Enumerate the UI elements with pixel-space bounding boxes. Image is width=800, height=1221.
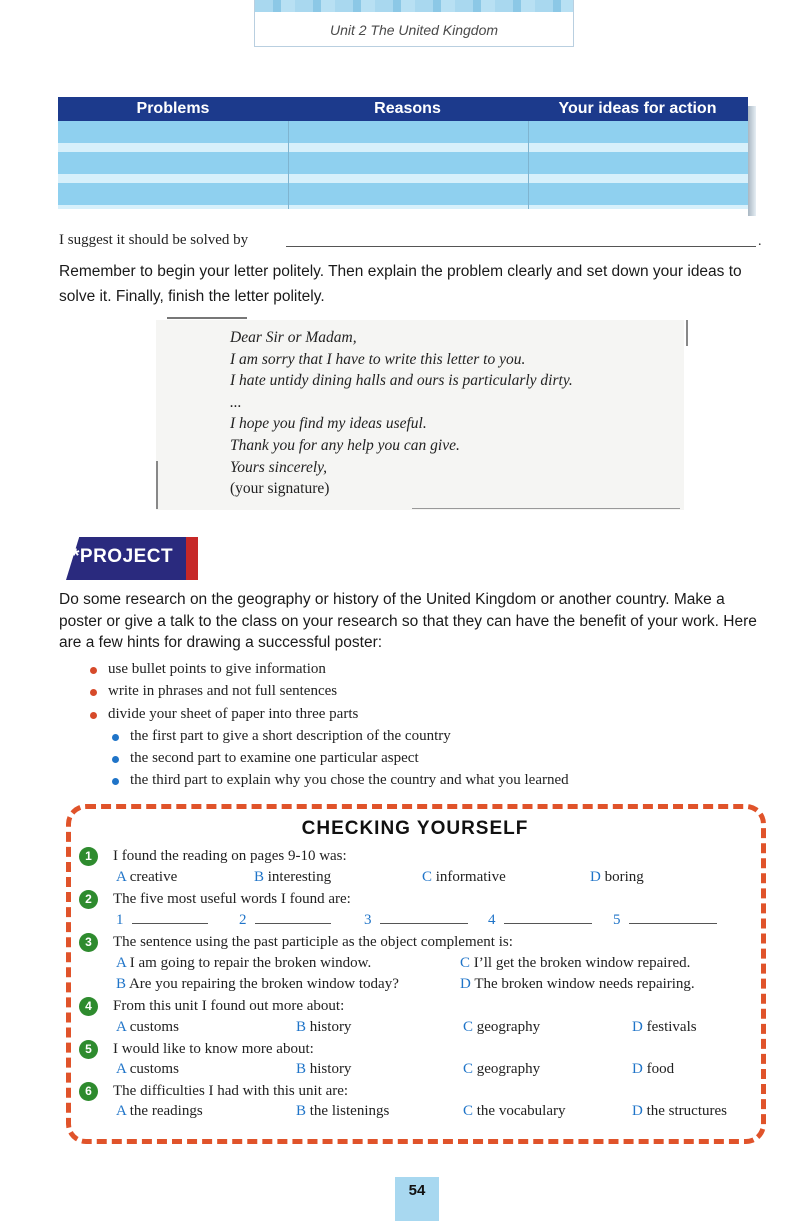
hint-item: divide your sheet of paper into three parts <box>108 706 358 723</box>
letter-frame-line <box>686 320 688 346</box>
number-badge-icon: 5 <box>79 1040 98 1059</box>
sub-hint-item: the second part to examine one particular aspect <box>130 750 419 767</box>
option-1a[interactable]: A creative <box>116 869 178 885</box>
option-6b[interactable]: B the listenings <box>296 1103 390 1119</box>
letter-frame-line <box>412 508 680 509</box>
word-blank-3[interactable]: 3 <box>364 912 468 929</box>
column-reasons: Reasons <box>374 100 441 117</box>
number-badge-icon: 4 <box>79 997 98 1016</box>
column-ideas: Your ideas for action <box>558 100 717 117</box>
option-5d[interactable]: D food <box>632 1061 675 1077</box>
problems-cell[interactable] <box>58 121 289 209</box>
word-blank-4[interactable]: 4 <box>488 912 592 929</box>
question-2: 2 The five most useful words I found are: <box>79 890 351 909</box>
letter-line: I hope you find my ideas useful. <box>230 415 427 433</box>
option-3d[interactable]: D The broken window needs repairing. <box>460 976 695 992</box>
letter-frame-line <box>167 317 247 319</box>
number-badge-icon: 3 <box>79 933 98 952</box>
question-1: 1 I found the reading on pages 9-10 was: <box>79 847 347 866</box>
project-banner <box>58 537 198 580</box>
ideas-cell[interactable] <box>529 121 748 209</box>
sub-hint-item: the third part to explain why you chose the country and what you learned <box>130 772 569 789</box>
option-6c[interactable]: C the vocabulary <box>463 1103 566 1119</box>
option-4a[interactable]: A customs <box>116 1019 179 1035</box>
option-5a[interactable]: A customs <box>116 1061 179 1077</box>
hint-item: use bullet points to give information <box>108 661 326 678</box>
option-6a[interactable]: A the readings <box>116 1103 203 1119</box>
bullet-icon <box>90 712 97 719</box>
hint-item: write in phrases and not full sentences <box>108 683 337 700</box>
column-problems: Problems <box>136 100 210 117</box>
table-header <box>58 97 748 121</box>
letter-line: Dear Sir or Madam, <box>230 329 357 346</box>
option-1b[interactable]: B interesting <box>254 869 332 885</box>
letter-text <box>230 327 573 500</box>
suggest-label: I suggest it should be solved by <box>59 232 249 248</box>
project-banner-accent <box>186 537 198 580</box>
option-6d[interactable]: D the structures <box>632 1103 727 1119</box>
problems-table <box>58 97 748 209</box>
option-5b[interactable]: B history <box>296 1061 352 1077</box>
option-3c[interactable]: C I’ll get the broken window repaired. <box>460 955 691 971</box>
letter-line: I hate untidy dining halls and ours is particularly dirty. <box>230 372 573 390</box>
suggest-answer-line[interactable] <box>286 246 756 247</box>
letter-instruction: Remember to begin your letter politely. Then explain the problem clearly and set down your ideas to solve it. Finally, finish the letter politely. <box>59 263 742 305</box>
letter-line: Yours sincerely, <box>230 458 328 476</box>
option-3a[interactable]: A I am going to repair the broken window. <box>116 955 372 971</box>
bullet-icon <box>112 778 119 785</box>
project-description: Do some research on the geography or history of the United Kingdom or another country. Make a poster or give a talk to the class on your research so that they can have the benefit of your work. Here are a few hints for drawing a successful poster: <box>59 591 757 651</box>
number-badge-icon: 1 <box>79 847 98 866</box>
number-badge-icon: 6 <box>79 1082 98 1101</box>
table-body <box>58 121 748 209</box>
bullet-icon <box>112 756 119 763</box>
table-shadow <box>748 106 756 216</box>
page-number: 54 <box>408 1182 426 1199</box>
unit-header <box>254 0 574 47</box>
page-number-tab <box>395 1177 439 1221</box>
question-3: 3 The sentence using the past participle as the object complement is: <box>79 933 513 952</box>
reasons-cell[interactable] <box>289 121 529 209</box>
number-badge-icon: 2 <box>79 890 98 909</box>
unit-title: Unit 2 The United Kingdom <box>329 22 499 38</box>
option-5c[interactable]: C geography <box>463 1061 541 1077</box>
letter-frame-line <box>156 461 158 509</box>
word-blank-5[interactable]: 5 <box>613 912 717 929</box>
word-blank-1[interactable]: 1 <box>116 912 208 929</box>
letter-line: I am sorry that I have to write this letter to you. <box>230 350 526 368</box>
bullet-icon <box>90 689 97 696</box>
project-label: *PROJECT <box>72 546 174 567</box>
bullet-icon <box>112 734 119 741</box>
sub-hint-item: the first part to give a short description of the country <box>130 728 451 745</box>
option-4c[interactable]: C geography <box>463 1019 541 1035</box>
letter-signature: (your signature) <box>230 480 330 498</box>
question-5: 5 I would like to know more about: <box>79 1040 314 1059</box>
option-4d[interactable]: D festivals <box>632 1019 697 1035</box>
option-3b[interactable]: B Are you repairing the broken window today? <box>116 976 399 992</box>
option-4b[interactable]: B history <box>296 1019 352 1035</box>
option-1c[interactable]: C informative <box>422 869 506 885</box>
word-blank-2[interactable]: 2 <box>239 912 331 929</box>
bullet-icon <box>90 667 97 674</box>
letter-line: Thank you for any help you can give. <box>230 436 460 454</box>
header-decoration <box>255 0 573 12</box>
question-4: 4 From this unit I found out more about: <box>79 997 344 1016</box>
question-6: 6 The difficulties I had with this unit are: <box>79 1082 348 1101</box>
letter-line: ... <box>230 393 242 411</box>
option-1d[interactable]: D boring <box>590 869 644 885</box>
suggest-end: . <box>758 234 762 249</box>
checking-title: CHECKING YOURSELF <box>301 818 529 839</box>
